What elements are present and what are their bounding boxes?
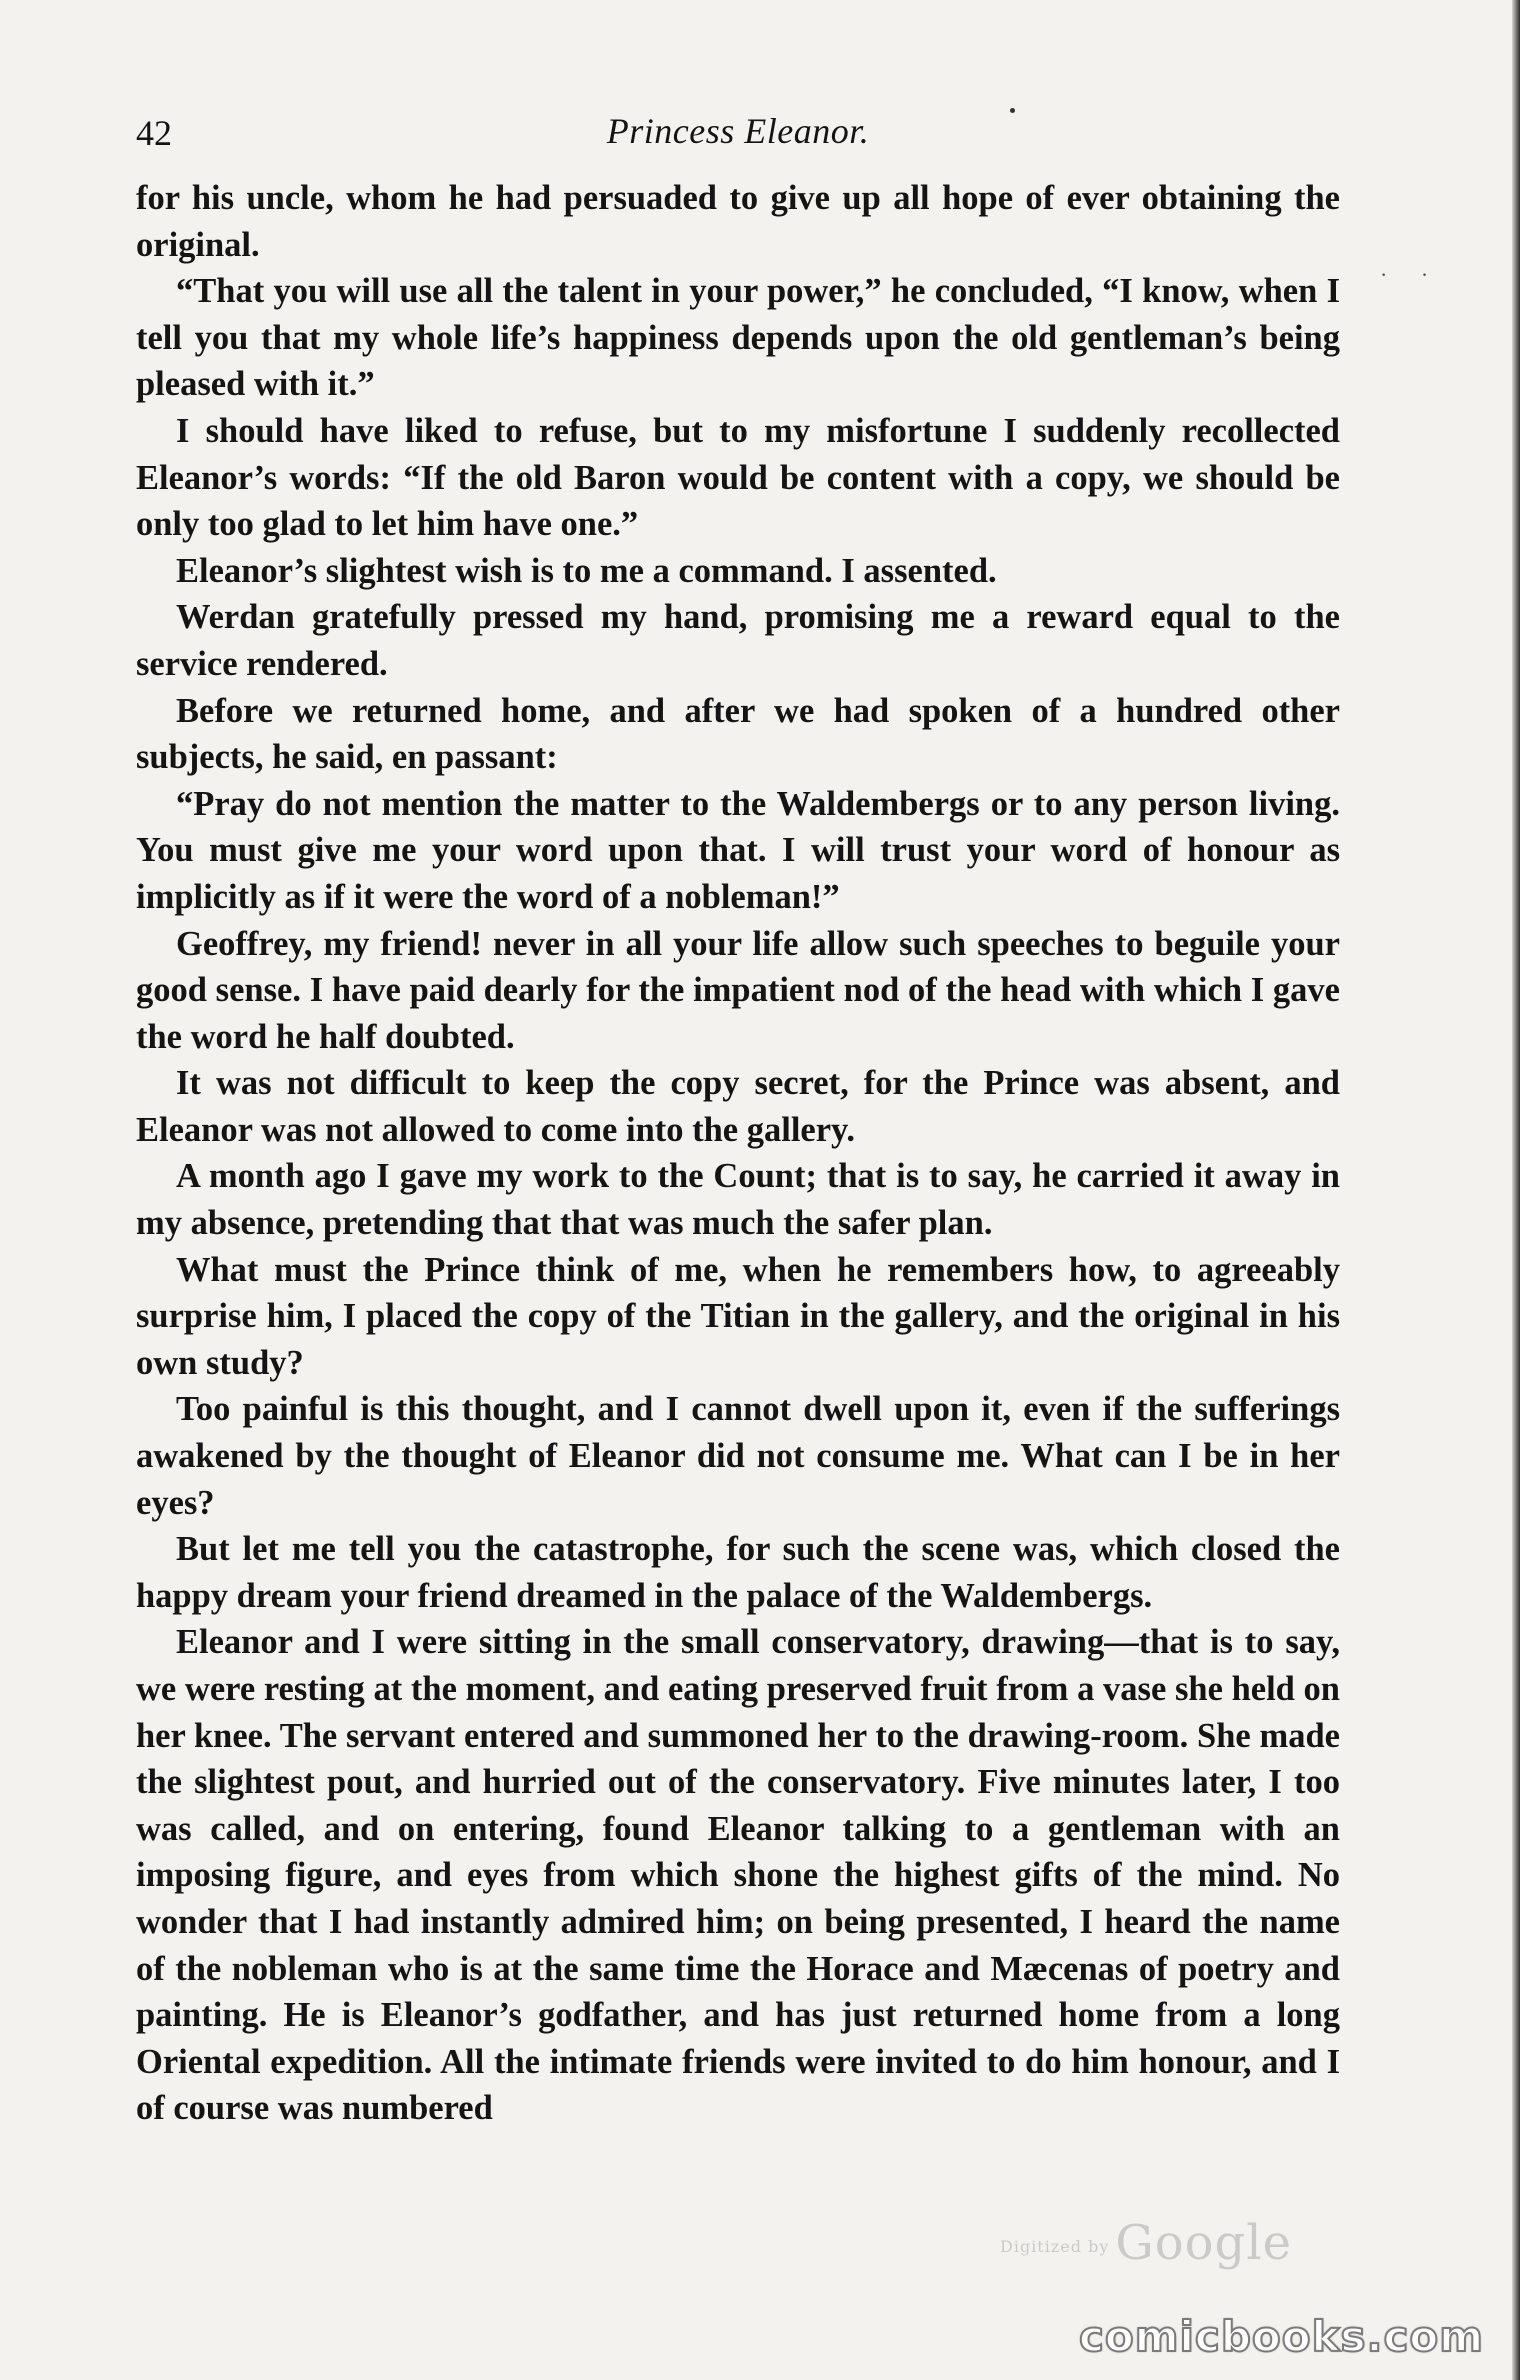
- paragraph: But let me tell you the catastrophe, for such the scene was, which closed the happy dream your friend dreamed in the palace of the Waldembergs.: [136, 1530, 1340, 1615]
- google-watermark-prefix: Digitized by: [1000, 2237, 1110, 2256]
- book-page: [136, 0, 1340, 2132]
- paragraph: “Pray do not mention the matter to the Waldembergs or to any person living. You must give me your word upon that. I will trust your word of honour as implicitly as if it were the word of a nobleman!”: [136, 784, 1340, 916]
- paragraph: for his uncle, whom he had persuaded to give up all hope of ever obtaining the original.: [136, 179, 1340, 264]
- paragraph: A month ago I gave my work to the Count; that is to say, he carried it away in my absence, pretending that that was much the safer plan.: [136, 1157, 1340, 1243]
- page-edge-shadow: [1512, 0, 1520, 2380]
- paragraph: I should have liked to refuse, but to my misfortune I suddenly recollected Eleanor’s words: “If the old Baron would be content with a copy, we should be only too glad to let him have one.”: [136, 411, 1340, 544]
- google-watermark: [1000, 2215, 1292, 2271]
- page-header: [136, 0, 1340, 170]
- paragraph: Before we returned home, and after we had spoken of a hundred other subjects, he said, en passant:: [136, 691, 1340, 777]
- paragraph: Eleanor and I were sitting in the small conservatory, drawing—that is to say, we were resting at the moment, and eating preserved fruit from a vase she held on her knee. The servant entered and summoned her to the drawing-room. She made the slightest pout, and hurried out of the conservatory. Five minutes later, I too was called, and on entering, found Eleanor talking to a gentleman with an imposing figure, and eyes from which shone the highest gifts of the mind. No wonder that I had instantly admired him; on being presented, I heard the name of the nobleman who is at the same time the Horace and Mæcenas of poetry and painting. He is Eleanor’s godfather, and has just returned home from a long Oriental expedition. All the intimate friends were invited to do him honour, and I of course was numbered: [136, 1623, 1340, 2128]
- running-title: Princess Eleanor.: [606, 111, 870, 151]
- site-watermark: comicbooks.com: [1079, 2312, 1484, 2361]
- paragraph: What must the Prince think of me, when he remembers how, to agreeably surprise him, I placed the copy of the Titian in the gallery, and the original in his own study?: [136, 1250, 1340, 1382]
- stray-marks: · ·: [1380, 262, 1443, 287]
- body-text: [136, 175, 1340, 2132]
- paragraph: Too painful is this thought, and I cannot dwell upon it, even if the sufferings awakened by the thought of Eleanor did not consume me. What can I be in her eyes?: [136, 1390, 1340, 1522]
- page-number: 42: [136, 113, 172, 153]
- paragraph: Werdan gratefully pressed my hand, promising me a reward equal to the service rendered.: [136, 598, 1340, 683]
- paragraph: Eleanor’s slightest wish is to me a command. I assented.: [176, 551, 997, 590]
- paragraph: “That you will use all the talent in your power,” he concluded, “I know, when I tell you that my whole life’s happiness depends upon the old gentleman’s being pleased with it.”: [136, 272, 1340, 404]
- paragraph: Geoffrey, my friend! never in all your life allow such speeches to beguile your good sense. I have paid dearly for the impatient nod of the head with which I gave the word he half doubted.: [136, 924, 1340, 1056]
- paragraph: It was not difficult to keep the copy secret, for the Prince was absent, and Eleanor was not allowed to come into the gallery.: [136, 1064, 1340, 1149]
- google-watermark-text: Google: [1115, 2215, 1292, 2271]
